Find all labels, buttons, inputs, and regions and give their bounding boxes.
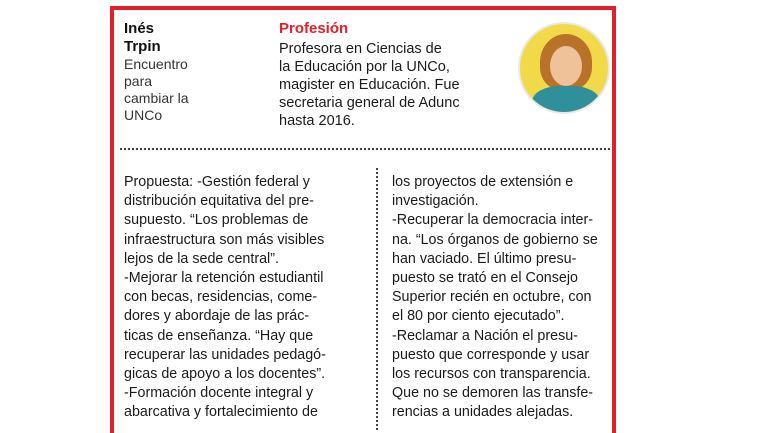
proposal-line: el 80 por ciento ejecutado”.: [392, 308, 565, 325]
profession-line: hasta 2016.: [279, 113, 355, 129]
party-name-line: UNCo: [124, 107, 163, 123]
proposal-line: los recursos con transparencia.: [392, 366, 591, 383]
proposal-line: lejos de la sede central”.: [124, 250, 279, 267]
party-name-line: Encuentro: [124, 56, 188, 72]
profession-heading: Profesión: [279, 20, 349, 37]
proposal-line: recuperar las unidades pedagó-: [124, 346, 326, 363]
proposal-line: infraestructura son más visibles: [124, 231, 325, 248]
candidate-name-line: Trpin: [124, 38, 161, 55]
proposal-line: distribución equitativa del pre-: [124, 193, 314, 210]
profession-line: secretaria general de Adunc: [279, 95, 460, 111]
horizontal-dotted-divider: [120, 148, 610, 150]
proposals-right-column: [392, 173, 612, 423]
proposal-line: gicas de apoyo a los docentes”.: [124, 366, 326, 383]
proposal-line: Que no se demoren las transfe-: [392, 385, 594, 402]
proposal-line: abarcativa y fortalecimiento de: [124, 404, 318, 421]
proposal-line: con becas, residencias, come-: [124, 289, 318, 306]
vertical-dotted-divider: [376, 168, 378, 430]
proposals-left-column: [124, 173, 372, 423]
party-name-line: cambiar la: [124, 90, 189, 106]
proposal-line: na. “Los órganos de gobierno se: [392, 231, 598, 248]
proposal-line: -Mejorar la retención estudiantil: [124, 270, 324, 287]
proposal-line: rencias a unidades alejadas.: [392, 404, 574, 421]
proposal-line: supuesto. “Los problemas de: [124, 212, 309, 229]
proposal-line: puesto que corresponde y usar: [392, 346, 590, 363]
proposal-line: -Formación docente integral y: [124, 385, 314, 402]
profession-line: magister en Educación. Fue: [279, 77, 460, 93]
proposal-line: Superior recién en octubre, con: [392, 289, 592, 306]
portrait-face: [550, 46, 582, 86]
portrait-photo: [518, 22, 610, 114]
profession-line: Profesora en Ciencias de: [279, 41, 442, 57]
proposal-line: ticas de enseñanza. “Hay que: [124, 327, 314, 344]
portrait-shirt: [532, 86, 600, 114]
proposal-line: -Reclamar a Nación el presu-: [392, 327, 578, 344]
proposal-line: Propuesta: -Gestión federal y: [124, 174, 310, 190]
proposal-line: investigación.: [392, 193, 479, 210]
proposal-line: los proyectos de extensión e: [392, 174, 574, 190]
profession-block: [279, 20, 504, 130]
proposal-line: han vaciado. El último presu-: [392, 250, 577, 267]
candidate-name-line: Inés: [124, 20, 155, 37]
proposal-line: dores y abordaje de las prác-: [124, 308, 310, 325]
profession-line: la Educación por la UNCo,: [279, 59, 450, 75]
proposal-line: puesto se trató en el Consejo: [392, 270, 578, 287]
party-name-line: para: [124, 73, 153, 89]
proposal-line: -Recuperar la democracia inter-: [392, 212, 594, 229]
candidate-block: [124, 20, 214, 124]
